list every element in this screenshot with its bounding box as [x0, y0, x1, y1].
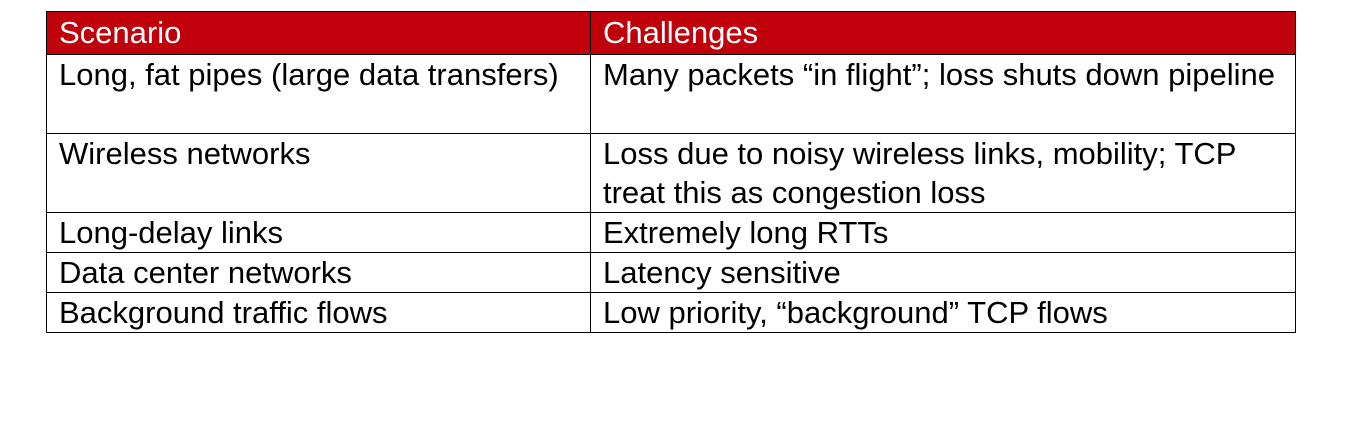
scenario-cell: Background traffic flows	[47, 293, 591, 333]
table-header-row	[47, 12, 1296, 55]
table-row	[47, 213, 1296, 253]
scenario-table-container	[46, 11, 1295, 333]
column-header-scenario: Scenario	[47, 12, 591, 55]
table-row	[47, 293, 1296, 333]
column-header-challenges: Challenges	[591, 12, 1296, 55]
scenario-cell: Wireless networks	[47, 134, 591, 213]
table-row	[47, 253, 1296, 293]
challenge-cell: Many packets “in flight”; loss shuts down pipeline	[591, 55, 1296, 134]
table-row	[47, 134, 1296, 213]
scenario-cell: Long-delay links	[47, 213, 591, 253]
scenario-cell: Long, fat pipes (large data transfers)	[47, 55, 591, 134]
challenge-cell: Latency sensitive	[591, 253, 1296, 293]
scenario-table	[46, 11, 1296, 333]
challenge-cell: Loss due to noisy wireless links, mobility; TCP treat this as congestion loss	[591, 134, 1296, 213]
scenario-cell: Data center networks	[47, 253, 591, 293]
table-row	[47, 55, 1296, 134]
challenge-cell: Extremely long RTTs	[591, 213, 1296, 253]
challenge-cell: Low priority, “background” TCP flows	[591, 293, 1296, 333]
